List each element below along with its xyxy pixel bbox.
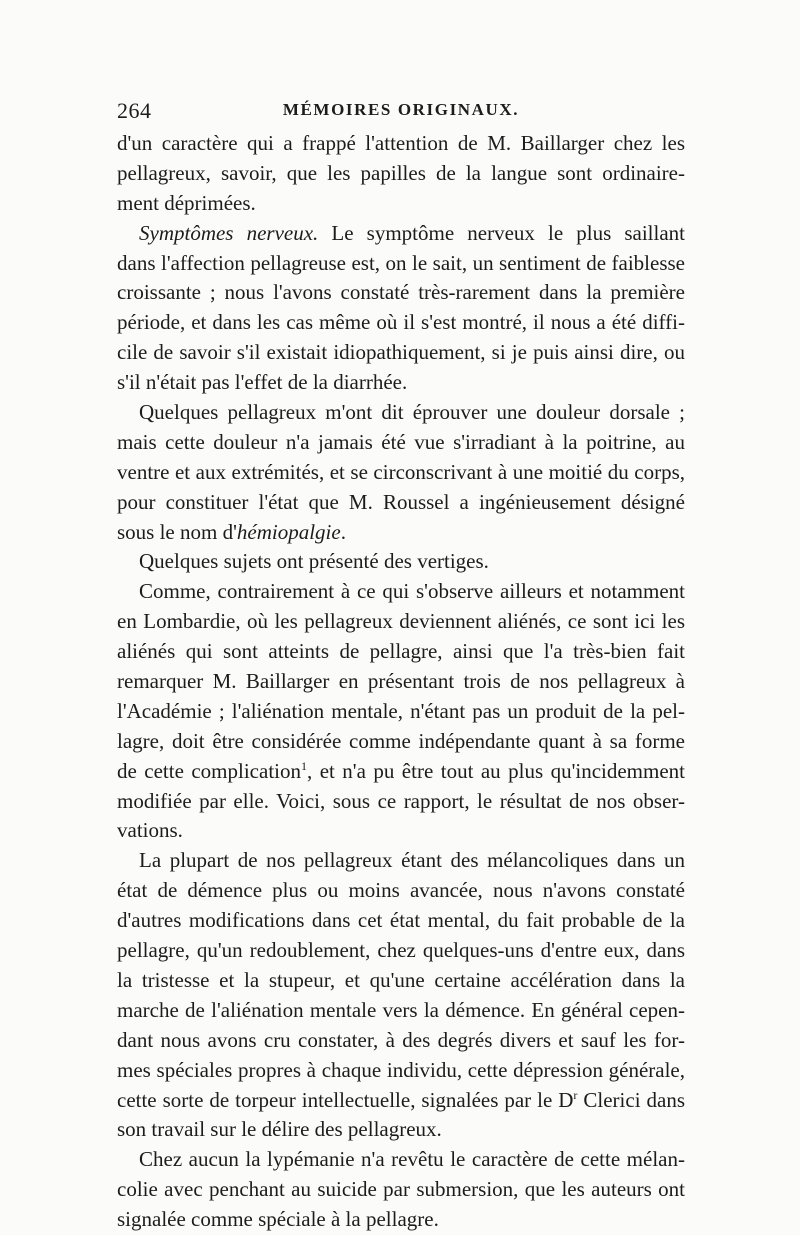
text-line: colie avec penchant au suicide par submersion, que les auteurs ont bbox=[117, 1177, 685, 1202]
text-span: sous le nom d' bbox=[117, 519, 237, 544]
text-line: lagre, doit être considérée comme indépendante quant à sa forme bbox=[117, 728, 685, 753]
text-line: vations. bbox=[117, 818, 183, 843]
text-span: de cette complication bbox=[117, 758, 301, 783]
text-line bbox=[117, 1086, 685, 1116]
italic-term: hémiopalgie bbox=[236, 519, 341, 544]
text-line: marche de l'aliénation mentale vers la démence. En général cepen- bbox=[117, 997, 685, 1022]
footnote-mark: 1 bbox=[301, 758, 307, 773]
text-line: mes spéciales propres à chaque individu, cette dépression générale, bbox=[117, 1057, 685, 1082]
text-line: l'Académie ; l'aliénation mentale, n'étant pas un produit de la pel- bbox=[117, 698, 685, 723]
text-line: état de démence plus ou moins avancée, nous n'avons constaté bbox=[117, 878, 685, 903]
text-line: s'il n'était pas l'effet de la diarrhée. bbox=[117, 370, 408, 395]
text-span: cette sorte de torpeur intellectuelle, signalées par le D bbox=[117, 1087, 574, 1112]
text-line: dans l'affection pellagreuse est, on le sait, un sentiment de faiblesse bbox=[117, 250, 685, 275]
text-line: en Lombardie, où les pellagreux deviennent aliénés, ce sont ici les bbox=[117, 609, 685, 634]
running-head: MÉMOIRES ORIGINAUX. bbox=[282, 100, 520, 119]
text-line: remarquer M. Baillarger en présentant trois de nos pellagreux à bbox=[117, 669, 685, 694]
body-text bbox=[117, 129, 685, 1235]
text-line: Chez aucun la lypémanie n'a revêtu le caractère de cette mélan- bbox=[139, 1147, 685, 1172]
text-line bbox=[117, 757, 685, 787]
text-line: Quelques pellagreux m'ont dit éprouver une douleur dorsale ; bbox=[139, 400, 685, 425]
page-header bbox=[117, 98, 685, 126]
text-line bbox=[117, 219, 685, 249]
text-span: Clerici dans bbox=[577, 1087, 685, 1112]
section-heading: Symptômes nerveux. bbox=[139, 220, 319, 245]
text-line: d'autres modifications dans cet état mental, du fait probable de la bbox=[117, 908, 685, 933]
text-line: modifiée par elle. Voici, sous ce rapport, le résultat de nos obser- bbox=[117, 788, 685, 813]
text-line: Quelques sujets ont présenté des vertiges. bbox=[139, 549, 489, 574]
text-line: croissante ; nous l'avons constaté très-rarement dans la première bbox=[117, 280, 685, 305]
text-line: son travail sur le délire des pellagreux. bbox=[117, 1117, 442, 1142]
superscript: r bbox=[573, 1087, 578, 1102]
text-line: d'un caractère qui a frappé l'attention de M. Baillarger chez les bbox=[117, 131, 685, 155]
text-span: , et n'a pu être tout au plus qu'incidemment bbox=[307, 758, 685, 783]
text-line: la tristesse et la stupeur, et qu'une certaine accélération dans la bbox=[117, 967, 685, 992]
text-line: mais cette douleur n'a jamais été vue s'irradiant à la poitrine, au bbox=[117, 429, 685, 454]
text-line: pour constituer l'état que M. Roussel a ingénieusement désigné bbox=[117, 489, 685, 514]
text-line: dant nous avons cru constater, à des degrés divers et sauf les for- bbox=[117, 1027, 685, 1052]
text-line: ventre et aux extrémités, et se circonscrivant à une moitié du corps, bbox=[117, 459, 685, 484]
text-line: pellagreux, savoir, que les papilles de la langue sont ordinaire- bbox=[117, 160, 685, 185]
text-line: aliénés qui sont atteints de pellagre, ainsi que l'a très-bien fait bbox=[117, 639, 685, 664]
text-line: période, et dans les cas même où il s'est montré, il nous a été diffi- bbox=[117, 310, 685, 335]
text-line bbox=[117, 518, 685, 548]
text-line: signalée comme spéciale à la pellagre. bbox=[117, 1207, 439, 1232]
text-line: La plupart de nos pellagreux étant des mélancoliques dans un bbox=[139, 848, 685, 873]
text-span: . bbox=[340, 519, 346, 544]
text-span: Le symptôme nerveux le plus saillant bbox=[318, 220, 685, 245]
text-line: pellagre, qu'un redoublement, chez quelques-uns d'entre eux, dans bbox=[117, 938, 685, 963]
text-line: Comme, contrairement à ce qui s'observe ailleurs et notamment bbox=[139, 579, 685, 604]
text-line: ment déprimées. bbox=[117, 190, 256, 215]
text-line: cile de savoir s'il existait idiopathiquement, si je puis ainsi dire, ou bbox=[117, 340, 685, 365]
page-number: 264 bbox=[117, 98, 152, 123]
